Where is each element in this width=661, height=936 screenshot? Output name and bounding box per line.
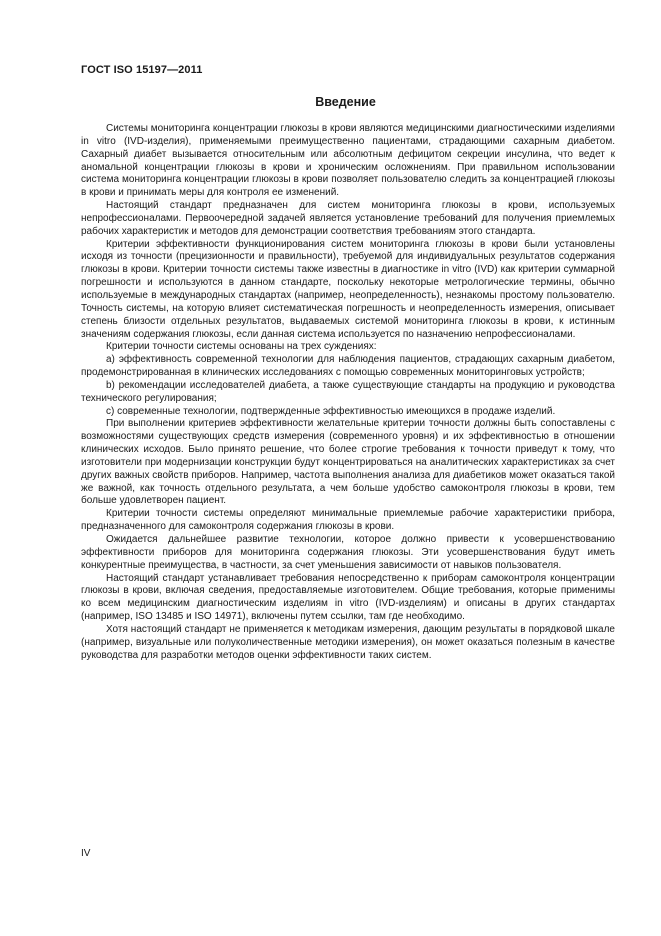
list-item: c) современные технологии, подтвержденные эффективностью имеющихся в продаже изделий. [106,405,556,417]
paragraph: Настоящий стандарт предназначен для систем мониторинга глюкозы в крови, используемых непрофессионалами. Первоочередной задачей является установление требований для получения приемлемых рабочих характеристик и методов для демонстрации соответствия требованиям этого стандарта. [81,200,615,237]
paragraph: Ожидается дальнейшее развитие технологии, которое должно привести к усовершенствованию эффективности приборов для мониторинга содержания глюкозы. Эти усовершенствования будут иметь конкурентные преимущества, в частности, за счет уменьшения зависимости от навыков пользователя. [81,534,615,571]
section-title: Введение [315,95,376,109]
paragraph: При выполнении критериев эффективности желательные критерии точности должны быть сопоставлены с возможностями существующих средств измерения (современного уровня) и их эффективностью в отношении клинических исходов. Было принято решение, что более строгие требования к точности приведут к тому, что изготовители при модернизации конструкции будут концентрироваться на аналитических характеристиках за счет других важных свойств приборов. Например, частота выполнения анализа для диабетиков может оказаться такой же важной, как точность отдельного результата, а чем больше удобство самоконтроля глюкозы в крови, тем больше удовлетворен пациент. [81,418,615,507]
paragraph: Системы мониторинга концентрации глюкозы в крови являются медицинскими диагностическими изделиями in vitro (IVD-изделия), применяемыми преимущественно пациентами, страдающими сахарным диабетом. Сахарный диабет вызывается относительным или абсолютным дефицитом секреции инсулина, что ведет к аномальной концентрации глюкозы в крови и хроническим осложнениям. При правильном использовании система мониторинга концентрации глюкозы в крови позволяет пользователю следить за концентрацией глюкозы в крови и принимать меры для контроля ее изменений. [81,123,615,199]
page-number: IV [81,848,91,859]
document-body [81,123,615,662]
paragraph: Критерии эффективности функционирования систем мониторинга глюкозы в крови были установлены исходя из точности (прецизионности и правильности), требуемой для индивидуальных результатов содержания глюкозы в крови. Критерии точности системы также известны в диагностике in vitro (IVD) как критерии суммарной погрешности и используются в данном стандарте, поскольку некоторые метрологические термины, обычно используемые в международных стандартах (например, неопределенность), незнакомы простому пользователю. Точность системы, на которую влияет систематическая погрешность и неопределенность измерения, описывает степень близости отдельных результатов, выдаваемых системой мониторинга глюкозы в крови, к истинным значениям содержания глюкозы, если данная система используется по назначению непрофессионалами. [81,238,615,340]
paragraph: Хотя настоящий стандарт не применяется к методикам измерения, дающим результаты в порядковой шкале (например, визуальные или полуколичественные методики измерения), он может оказаться полезным в качестве руководства для разработки методов оценки эффективности таких систем. [81,623,615,661]
list-item: b) рекомендации исследователей диабета, а также существующие стандарты на продукцию и руководства технического регулирования; [81,379,615,404]
paragraph: Настоящий стандарт устанавливает требования непосредственно к приборам самоконтроля концентрации глюкозы в крови, включая сведения, предоставляемые изготовителем. Общие требования, которые применимы ко всем медицинским диагностическим изделиям in vitro (IVD-изделиям) и описаны в других стандартах (например, ISO 13485 и ISO 14971), включены путем ссылки, там где необходимо. [81,572,615,623]
paragraph: Критерии точности системы определяют минимальные приемлемые рабочие характеристики прибора, предназначенного для самоконтроля содержания глюкозы в крови. [81,508,615,533]
paragraph: Критерии точности системы основаны на трех суждениях: [106,341,377,353]
list-item: a) эффективность современной технологии для наблюдения пациентов, страдающих сахарным диабетом, продемонстрированная в клинических исследованиях с помощью современных мониторинговых устройств; [81,354,615,379]
document-header: ГОСТ ISO 15197—2011 [81,64,203,76]
